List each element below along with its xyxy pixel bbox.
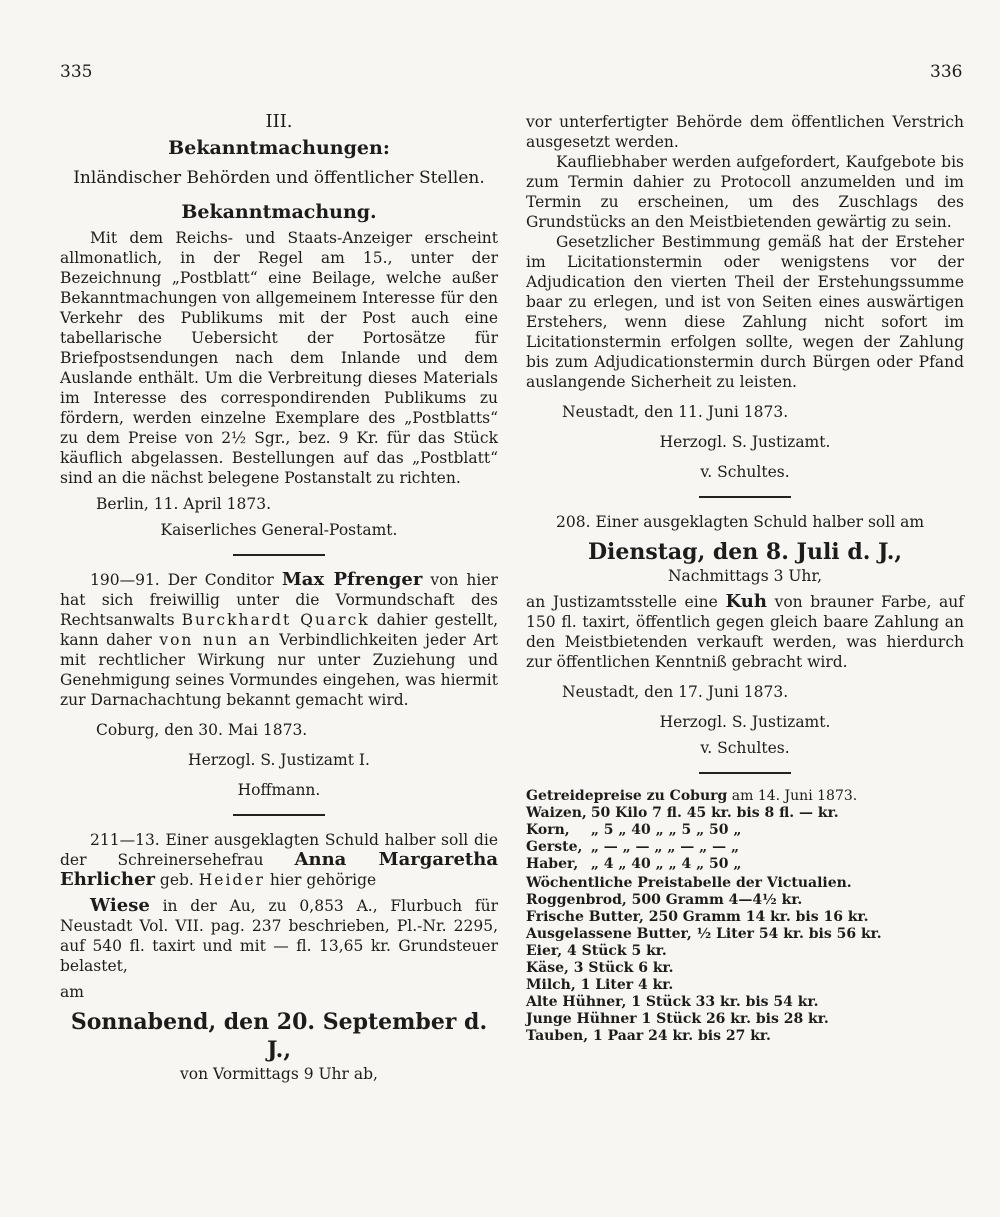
notice-text: geb. xyxy=(159,871,194,889)
grain-type: Haber, xyxy=(526,856,579,872)
notice-auction xyxy=(60,830,498,890)
person-name: Anna Margaretha Ehrlicher xyxy=(60,849,498,890)
emphasis-text: von nun an xyxy=(159,631,272,649)
grain-price: „ 5 „ 40 „ „ 5 „ 50 „ xyxy=(590,822,742,838)
list-item: Ausgelassene Butter, ½ Liter 54 kr. bis 56 kr. xyxy=(526,926,882,942)
notice-number: 190—91. xyxy=(90,571,160,589)
divider xyxy=(699,496,791,498)
table-row xyxy=(526,839,843,856)
auction-time: von Vormittags 9 Uhr ab, xyxy=(180,1065,378,1083)
notice-cow xyxy=(526,592,964,672)
lawyer-name: Burckhardt Quarck xyxy=(181,611,370,629)
place-date: Neustadt, den 11. Juni 1873. xyxy=(562,403,789,421)
place-date: Berlin, 11. April 1873. xyxy=(96,495,272,513)
notice-text: von hier hat sich freiwillig unter die Vormundschaft des Rechtsanwalts xyxy=(60,571,498,629)
section-subtitle: Inländischer Behörden und öffentlicher Stellen. xyxy=(73,168,485,188)
divider xyxy=(233,814,325,816)
office: Herzogl. S. Justizamt I. xyxy=(188,751,370,769)
notice-text: Einer ausgeklagten Schuld halber soll die der Schreinersehefrau xyxy=(60,831,498,869)
table-row xyxy=(526,856,843,873)
notice-text: hier gehörige xyxy=(269,871,377,889)
paragraph: Kaufliebhaber werden aufgefordert, Kaufgebote bis zum Termin dahier zu Protocoll anzumelden und im Termin zu erscheinen, um des Zuschlags des Grundstücks an den Meistbietenden gewärtig zu sein. xyxy=(526,153,964,231)
list-item: Milch, 1 Liter 4 kr. xyxy=(526,977,674,993)
grain-prices-table xyxy=(526,805,843,873)
notice-text: an Justizamtsstelle eine xyxy=(526,593,718,611)
grain-price: „ 4 „ 40 „ „ 4 „ 50 „ xyxy=(590,856,742,872)
grain-type: Waizen, xyxy=(526,805,587,821)
notice-text: dahier gestellt, kann daher xyxy=(60,611,498,649)
maiden-name: Heider xyxy=(198,871,265,889)
notice-intro: 208. Einer ausgeklagten Schuld halber soll am xyxy=(556,513,925,531)
notice-guardianship xyxy=(60,570,498,710)
left-column xyxy=(60,112,498,1084)
property-description xyxy=(60,896,498,976)
grain-title-bold: Getreidepreise zu Coburg xyxy=(526,788,728,804)
am-label: am xyxy=(60,983,84,1001)
continuation-text: vor unterfertigter Behörde dem öffentlichen Verstrich ausgesetzt werden. xyxy=(526,113,964,151)
notice-number: 211—13. xyxy=(90,831,160,849)
list-item: Tauben, 1 Paar 24 kr. bis 27 kr. xyxy=(526,1028,771,1044)
person-name: Max Pfrenger xyxy=(281,569,423,590)
table-row xyxy=(526,805,843,822)
notice-text: von brauner Farbe, auf 150 fl. taxirt, öffentlich gegen gleich baare Zahlung an den Meistbietenden verkauft werden, was hierdurch zur öffentlichen Kenntniß gebracht wird. xyxy=(526,593,964,671)
table-row xyxy=(526,822,843,839)
section-title: Bekanntmachungen: xyxy=(168,137,390,159)
signer: v. Schultes. xyxy=(700,739,790,757)
notice-text: in der Au, zu 0,853 A., Flurbuch für Neustadt Vol. VII. pag. 237 beschrieben, Pl.-Nr. 2295, auf 540 fl. taxirt und mit — fl. 13,65 kr. Grundsteuer belastet, xyxy=(60,897,498,975)
list-item: Frische Butter, 250 Gramm 14 kr. bis 16 kr. xyxy=(526,909,869,925)
list-item: Käse, 3 Stück 6 kr. xyxy=(526,960,674,976)
section-number: III. xyxy=(265,111,293,132)
auction-date: Dienstag, den 8. Juli d. J., xyxy=(587,539,903,565)
grain-price: 50 Kilo 7 fl. 45 kr. bis 8 fl. — kr. xyxy=(590,805,839,821)
notice-heading: Bekanntmachung. xyxy=(181,201,377,223)
grain-title-rest: am 14. Juni 1873. xyxy=(731,788,858,804)
divider xyxy=(233,554,325,556)
property-name: Wiese xyxy=(90,895,150,916)
item-name: Kuh xyxy=(725,591,767,612)
victuals-list xyxy=(526,892,964,1045)
notice-body: Mit dem Reichs- und Staats-Anzeiger erscheint allmonatlich, in der Regel am 15., unter der Bezeichnung „Postblatt“ eine Beilage, welche außer Bekanntmachungen von allgemeinem Interesse für den Verkehr des Publikums mit der Post auch eine tabellarische Uebersicht der Portosätze für Briefpostsendungen nach dem Inlande und dem Auslande enthält. Um die Verbreitung dieses Materials im Interesse des correspondirenden Publikums zu fördern, werden einzelne Exemplare des „Postblatts“ zu dem Preise von 2½ Sgr., bez. 9 Kr. für das Stück käuflich abgelassen. Bestellungen auf das „Postblatt“ sind an die nächst belegene Postanstalt zu richten. xyxy=(60,229,498,487)
list-item: Roggenbrod, 500 Gramm 4—4½ kr. xyxy=(526,892,803,908)
signer: v. Schultes. xyxy=(700,463,790,481)
page-number-right: 336 xyxy=(930,62,963,82)
place-date: Coburg, den 30. Mai 1873. xyxy=(96,721,308,739)
divider xyxy=(699,772,791,774)
notice-text: Der Conditor xyxy=(167,571,274,589)
grain-price: „ — „ — „ „ — „ — „ xyxy=(590,839,739,855)
auction-time: Nachmittags 3 Uhr, xyxy=(667,567,823,585)
signer: Hoffmann. xyxy=(237,781,321,799)
list-item: Alte Hühner, 1 Stück 33 kr. bis 54 kr. xyxy=(526,994,819,1010)
grain-type: Gerste, xyxy=(526,839,583,855)
auction-date: Sonnabend, den 20. September d. J., xyxy=(70,1009,488,1063)
list-item: Eier, 4 Stück 5 kr. xyxy=(526,943,667,959)
victuals-title: Wöchentliche Preistabelle der Victualien. xyxy=(526,875,852,891)
office: Herzogl. S. Justizamt. xyxy=(659,433,831,451)
right-column xyxy=(526,112,964,1045)
page-number-left: 335 xyxy=(60,62,93,82)
notice-text: Verbindlichkeiten jeder Art mit rechtlicher Wirkung nur unter Zuziehung und Genehmigung seines Vormundes eingehen, was hiermit zur Darnachachtung bekannt gemacht wird. xyxy=(60,631,498,709)
office: Herzogl. S. Justizamt. xyxy=(659,713,831,731)
signature: Kaiserliches General-Postamt. xyxy=(160,521,398,539)
paragraph: Gesetzlicher Bestimmung gemäß hat der Ersteher im Licitationstermin oder wenigstens vor der Adjudication den vierten Theil der Erstehungssumme baar zu erlegen, und ist von Seiten eines auswärtigen Erstehers, wenn diese Zahlung nicht sofort im Licitationstermin erfolgen sollte, wegen der Zahlung bis zum Adjudicationstermin durch Bürgen oder Pfand auslangende Sicherheit zu leisten. xyxy=(526,233,964,391)
grain-type: Korn, xyxy=(526,822,570,838)
list-item: Junge Hühner 1 Stück 26 kr. bis 28 kr. xyxy=(526,1011,829,1027)
place-date: Neustadt, den 17. Juni 1873. xyxy=(562,683,789,701)
grain-prices-title xyxy=(526,788,964,805)
